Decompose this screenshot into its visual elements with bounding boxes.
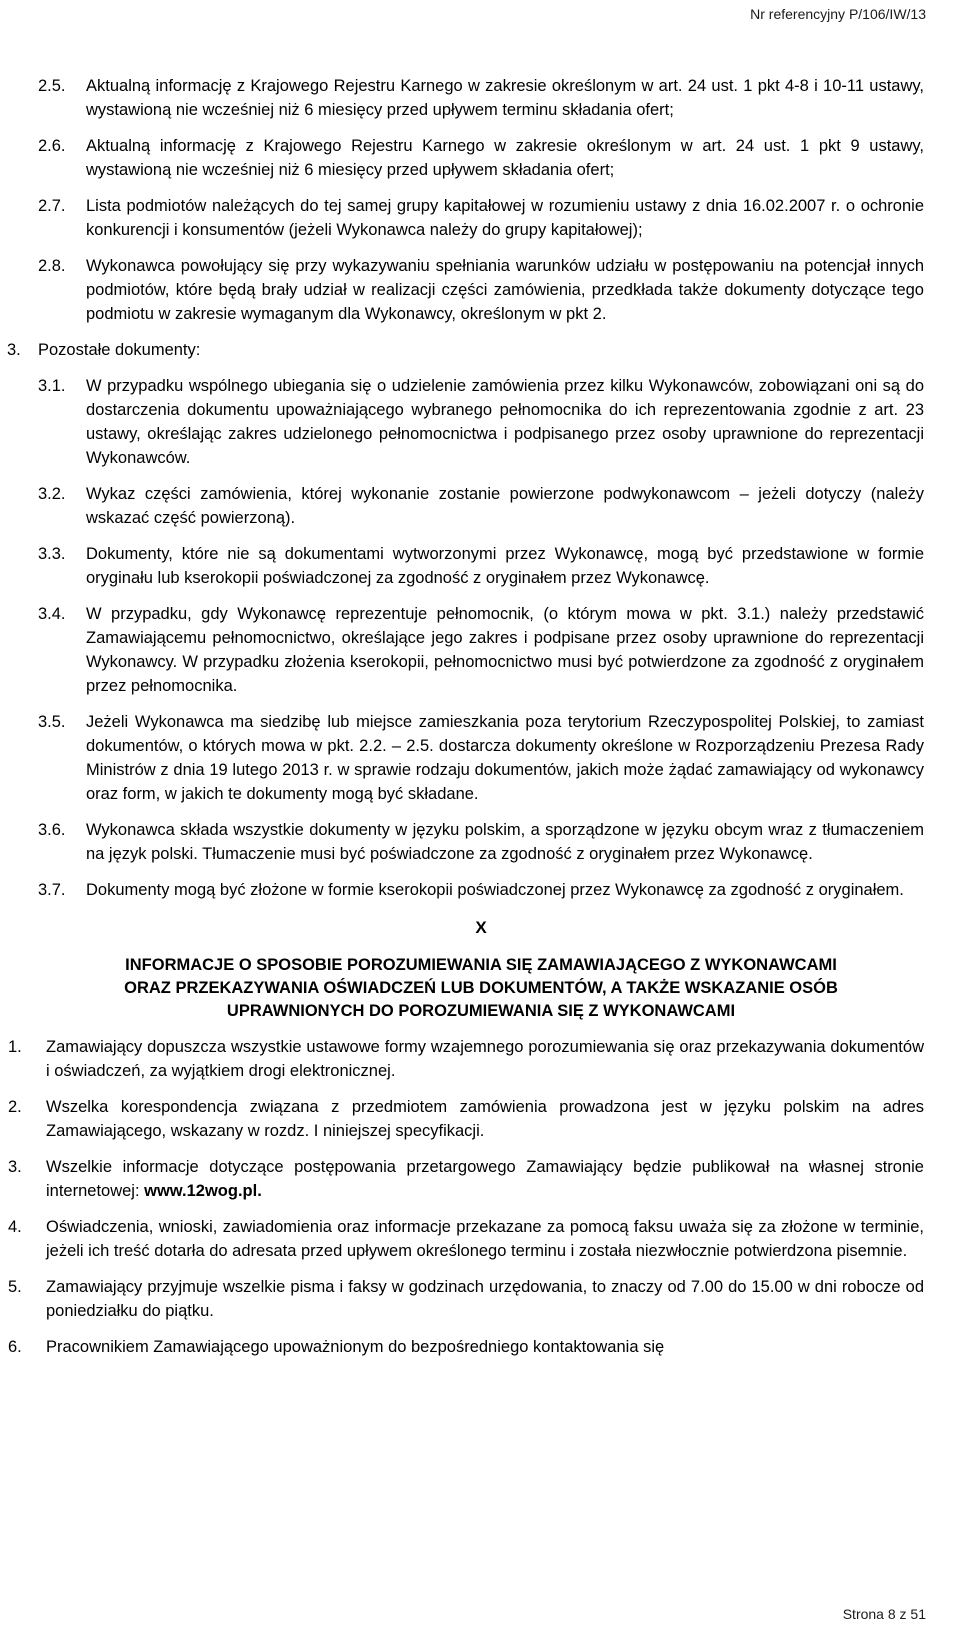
item-number: 3.7. [38,881,66,899]
item-text: Aktualną informację z Krajowego Rejestru Karnego w zakresie określonym w art. 24 ust. 1 pkt 4-8 i 10-11 ustawy, wystawioną nie wcześniej niż 6 miesięcy przed upływem terminu składania ofert; [86,77,924,119]
item-text: Jeżeli Wykonawca ma siedzibę lub miejsce zamieszkania poza terytorium Rzeczypospolitej Polskiej, to zamiast dokumentów, o których mowa w pkt. 2.2. – 2.5. dostarcza dokumenty określone w Rozporządzeniu Prezesa Rady Ministrów z dnia 19 lutego 2013 r. w sprawie rodzaju dokumentów, jakich może żądać zamawiający od wykonawcy oraz form, w jakich te dokumenty mogą być składane. [86,713,924,803]
item-text: Dokumenty, które nie są dokumentami wytworzonymi przez Wykonawcę, mogą być przedstawione w formie oryginału lub kserokopii poświadczonej za zgodność z oryginałem przez Wykonawcę. [86,545,924,587]
chapter-title-line: UPRAWNIONYCH DO POROZUMIEWANIA SIĘ Z WYKONAWCAMI [226,1002,736,1020]
item-number: 1. [8,1038,22,1056]
list-item [38,878,924,902]
list-item [8,1215,924,1263]
item-number: 5. [8,1278,22,1296]
chapter-title-line: INFORMACJE O SPOSOBIE POROZUMIEWANIA SIĘ ZAMAWIAJĄCEGO Z WYKONAWCAMI [125,956,837,974]
item-number: 3.5. [38,713,66,731]
chapter-list [8,1035,924,1359]
item-number: 3.3. [38,545,66,563]
list-item [38,74,924,122]
item-text-wrapper [46,1155,924,1203]
list-item [8,1155,924,1203]
list-item [38,710,924,806]
chapter-marker: X [475,918,487,937]
list-item [8,1035,924,1083]
item-number: 2.8. [38,257,66,275]
item-text: Aktualną informację z Krajowego Rejestru Karnego w zakresie określonym w art. 24 ust. 1 pkt 9 ustawy, wystawioną nie wcześniej niż 6 miesięcy przed upływem składania ofert; [86,137,924,179]
list-item [38,254,924,326]
item-text: Pracownikiem Zamawiającego upoważnionym do bezpośredniego kontaktowania się [46,1338,665,1356]
chapter-title [14,954,948,1023]
website-link[interactable]: www.12wog.pl. [144,1182,262,1200]
list-item [38,194,924,242]
item-text: W przypadku, gdy Wykonawcę reprezentuje pełnomocnik, (o którym mowa w pkt. 3.1.) należy przedstawić Zamawiającemu pełnomocnictwo, określające jego zakres i podpisane przez osoby uprawnione do reprezentacji Wykonawcy. W przypadku złożenia kserokopii, pełnomocnictwo musi być potwierdzone za zgodność z oryginałem przez pełnomocnika. [86,605,924,695]
list-item [8,1095,924,1143]
item-text: Wykonawca powołujący się przy wykazywaniu spełniania warunków udziału w postępowaniu na potencjał innych podmiotów, które będą brały udział w realizacji części zamówienia, przedkłada także dokumenty dotyczące tego podmiotu w zakresie wymaganym dla Wykonawcy, określonym w pkt 2. [86,257,924,323]
section-number: 3. [7,341,21,359]
item-number: 4. [8,1218,22,1236]
section-heading [7,338,924,362]
item-text: Oświadczenia, wnioski, zawiadomienia oraz informacje przekazane za pomocą faksu uważa się za złożone w terminie, jeżeli ich treść dotarła do adresata przed upływem określonego terminu i została niezwłocznie potwierdzona pisemnie. [46,1218,924,1260]
item-text: Wszelka korespondencja związana z przedmiotem zamówienia prowadzona jest w języku polskim na adres Zamawiającego, wskazany w rozdz. I niniejszej specyfikacji. [46,1098,924,1140]
item-text: Lista podmiotów należących do tej samej grupy kapitałowej w rozumieniu ustawy z dnia 16.02.2007 r. o ochronie konkurencji i konsumentów (jeżeli Wykonawca należy do grupy kapitałowej); [86,197,924,239]
item-number: 2. [8,1098,22,1116]
section-title: Pozostałe dokumenty: [38,341,201,359]
list-item [8,1275,924,1323]
item-text: Wszelkie informacje dotyczące postępowania przetargowego Zamawiający będzie publikował na własnej stronie internetowej: [46,1158,924,1200]
item-text: Zamawiający przyjmuje wszelkie pisma i faksy w godzinach urzędowania, to znaczy od 7.00 do 15.00 w dni robocze od poniedziałku do piątku. [46,1278,924,1320]
item-text: Zamawiający dopuszcza wszystkie ustawowe formy wzajemnego porozumiewania się oraz przekazywania dokumentów i oświadczeń, za wyjątkiem drogi elektronicznej. [46,1038,924,1080]
item-number: 2.5. [38,77,66,95]
document-body [7,74,924,1371]
list-item [38,602,924,698]
item-text: Wykonawca składa wszystkie dokumenty w języku polskim, a sporządzone w języku obcym wraz z tłumaczeniem na język polski. Tłumaczenie musi być poświadczone za zgodność z oryginałem przez Wykonawcę. [86,821,924,863]
item-number: 6. [8,1338,22,1356]
item-number: 3.2. [38,485,66,503]
item-number: 2.7. [38,197,66,215]
item-number: 3.1. [38,377,66,395]
list-item [38,542,924,590]
item-number: 3. [8,1158,22,1176]
item-text: Dokumenty mogą być złożone w formie kserokopii poświadczonej przez Wykonawcę za zgodność z oryginałem. [86,881,904,899]
list-item [38,374,924,470]
item-text: Wykaz części zamówienia, której wykonanie zostanie powierzone podwykonawcom – jeżeli dotyczy (należy wskazać część powierzoną). [86,485,924,527]
document-reference-number: Nr referencyjny P/106/IW/13 [750,6,926,22]
list-item [38,482,924,530]
list-item [38,134,924,182]
list-item [38,818,924,866]
item-number: 2.6. [38,137,66,155]
item-number: 3.6. [38,821,66,839]
item-number: 3.4. [38,605,66,623]
page-number: Strona 8 z 51 [842,1606,926,1622]
list-item [8,1335,924,1359]
chapter-title-line: ORAZ PRZEKAZYWANIA OŚWIADCZEŃ LUB DOKUMENTÓW, A TAKŻE WSKAZANIE OSÓB [124,979,838,997]
item-text: W przypadku wspólnego ubiegania się o udzielenie zamówienia przez kilku Wykonawców, zobowiązani oni są do dostarczenia dokumentu upoważniającego wybranego pełnomocnika do ich reprezentowania zgodnie z art. 23 ustawy, określając zakres udzielonego pełnomocnictwa i podpisanego przez osoby uprawnione do reprezentacji Wykonawców. [86,377,924,467]
